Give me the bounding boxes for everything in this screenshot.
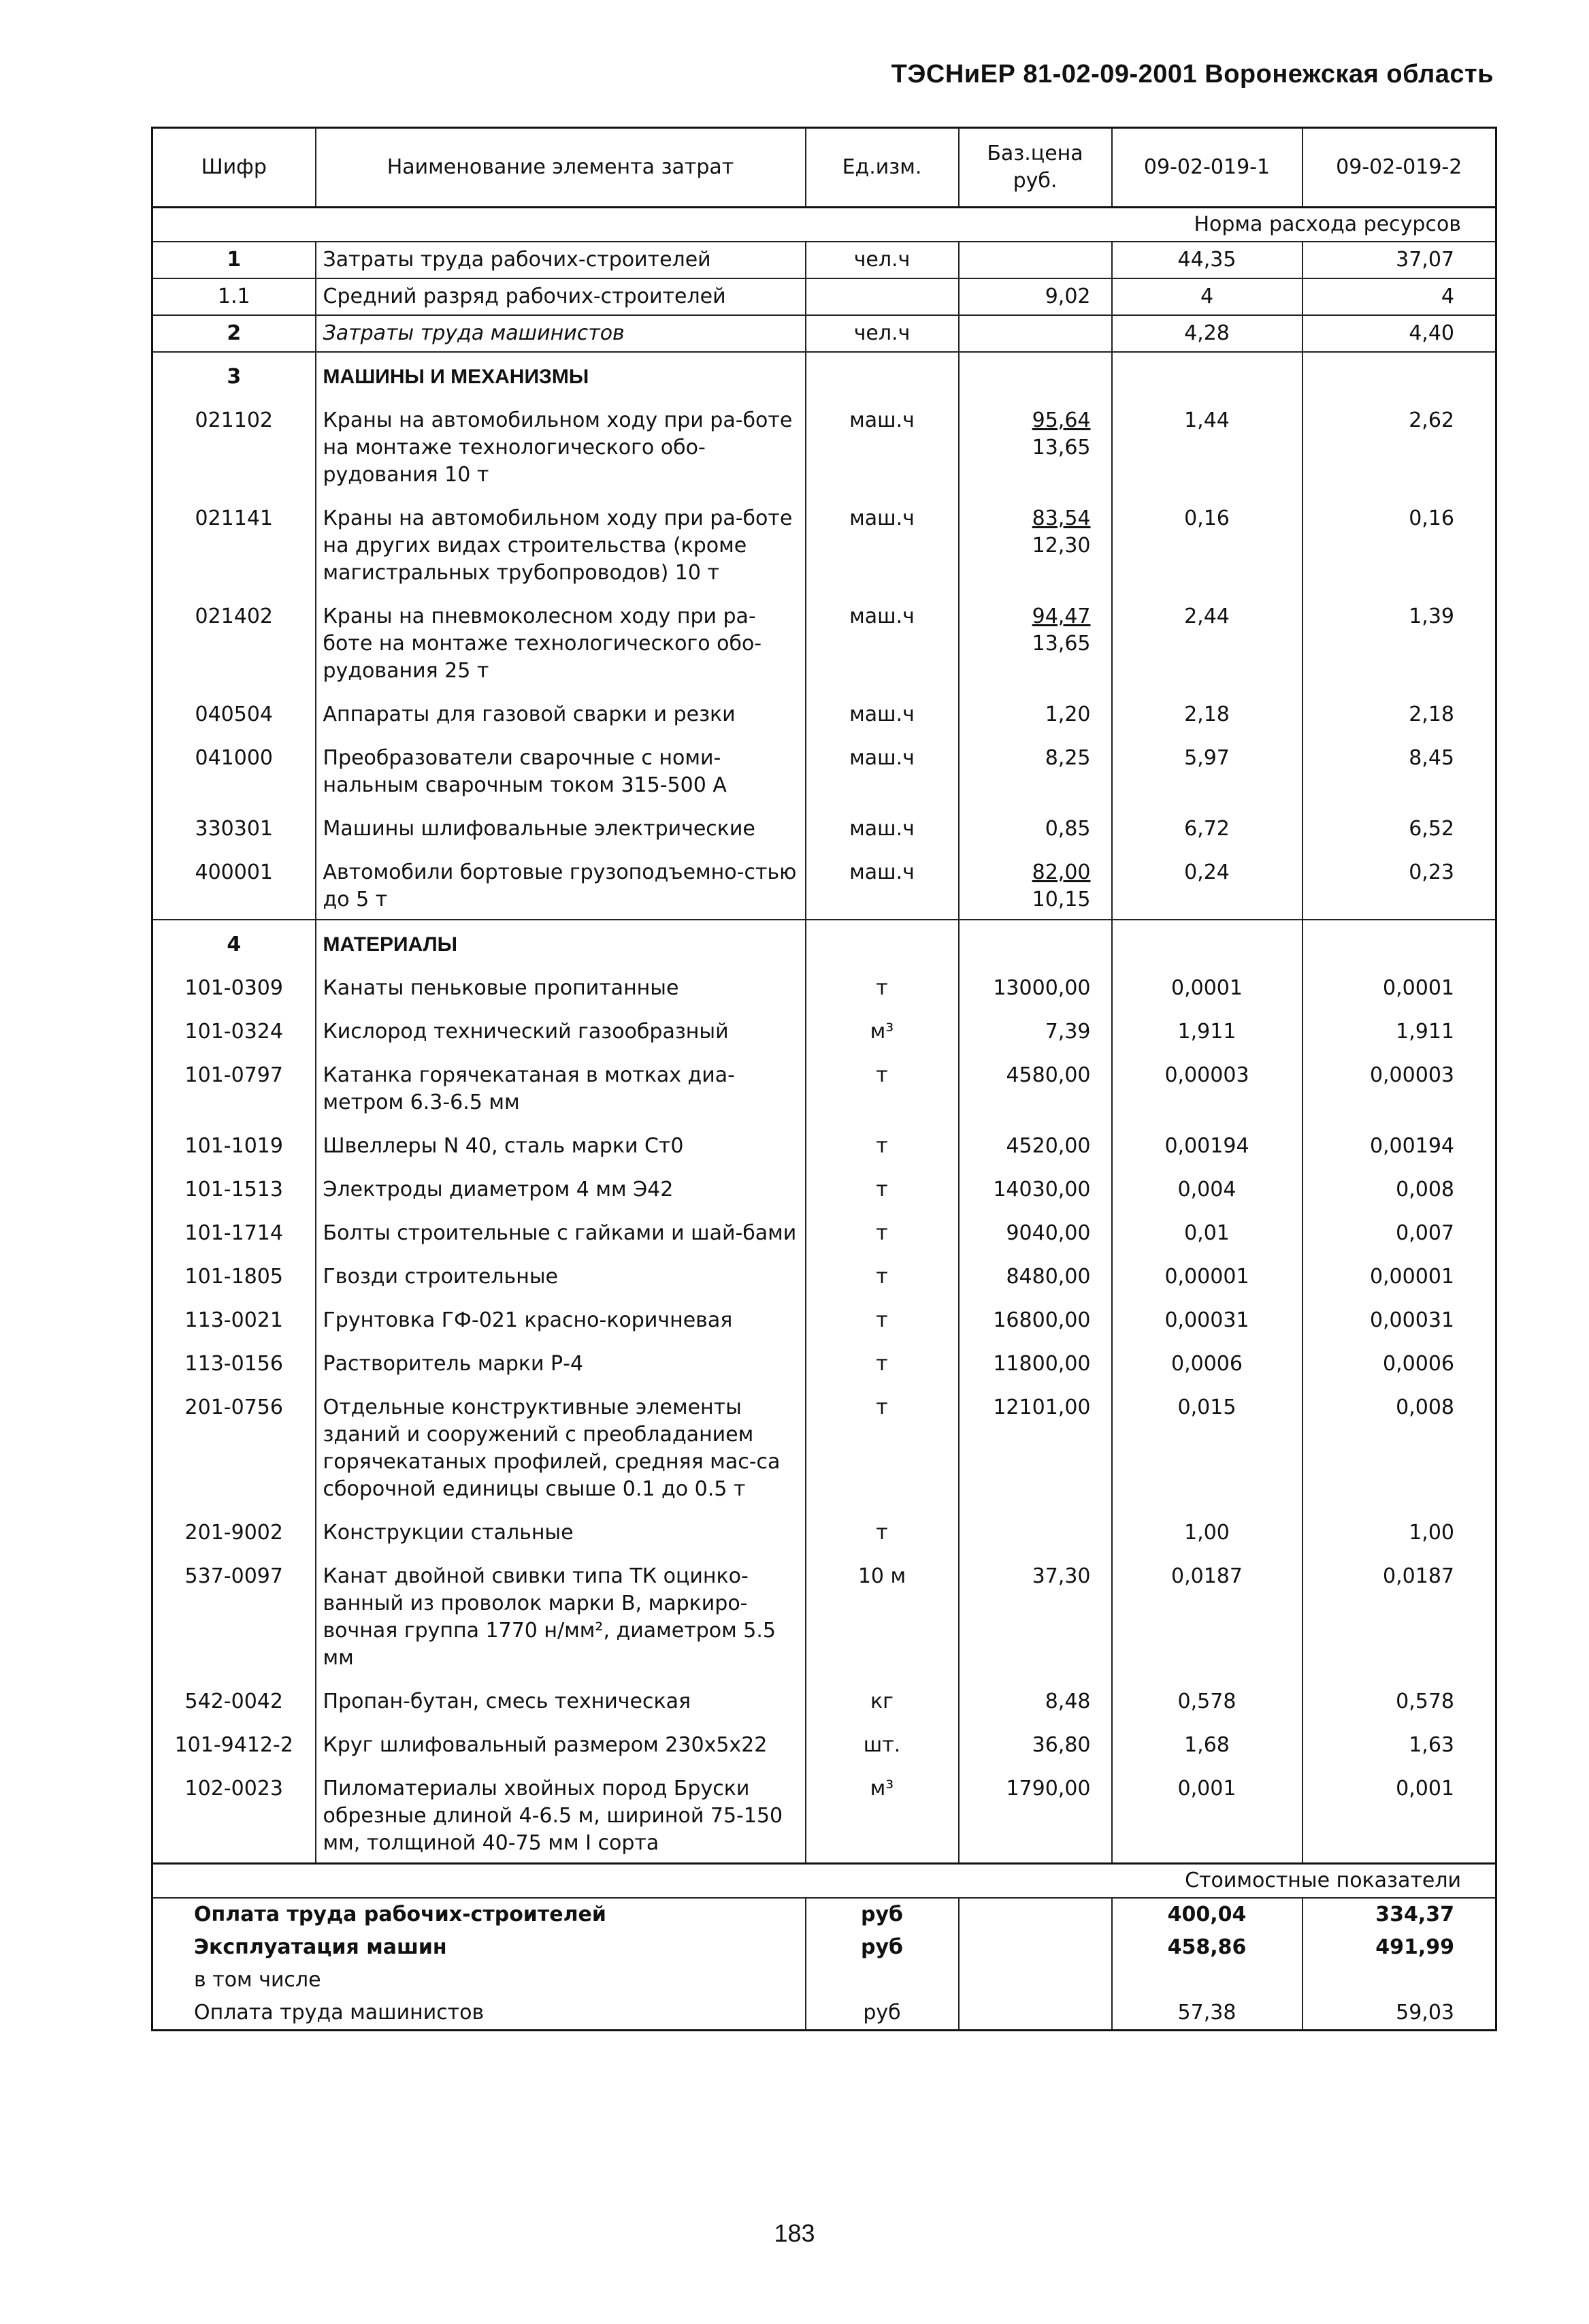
cell-name: Гвозди строительные <box>316 1253 806 1296</box>
machine-row <box>152 396 1496 494</box>
material-row <box>152 1007 1496 1051</box>
cell-code: 113-0156 <box>152 1340 316 1383</box>
cell-code: 021102 <box>152 396 316 494</box>
material-row <box>152 1253 1496 1296</box>
cell-name: Краны на пневмоколесном ходу при ра-боте на монтаже технологического обо-рудования 25 т <box>316 592 806 690</box>
cell-code: 330301 <box>152 805 316 848</box>
machines-group-row <box>152 352 1496 396</box>
cell-unit: т <box>806 964 959 1007</box>
cell-unit: чел.ч <box>806 315 959 352</box>
summary-row <box>152 1898 1496 1931</box>
cell-v2: 0,00194 <box>1303 1122 1496 1165</box>
materials-group-row <box>152 920 1496 964</box>
cell-v1: 4,28 <box>1112 315 1303 352</box>
cell-v1: 0,0187 <box>1112 1552 1303 1677</box>
col-header-price-line2: руб. <box>1013 169 1058 193</box>
cell-name: Растворитель марки Р-4 <box>316 1340 806 1383</box>
cell-name: Затраты труда машинистов <box>316 315 806 352</box>
cell-name: Канат двойной свивки типа ТК оцинко-ванный из проволок марки В, маркиро-вочная группа 1770 н/мм², диаметром 5.5 мм <box>316 1552 806 1677</box>
summary-row <box>152 1997 1496 2031</box>
cell-v2: 1,39 <box>1303 592 1496 690</box>
cell-name: Машины шлифовальные электрические <box>316 805 806 848</box>
cell-price <box>959 734 1112 805</box>
cell-code: 041000 <box>152 734 316 805</box>
norm-band: Норма расхода ресурсов <box>1112 208 1496 242</box>
page-title: ТЭСНиЕР 81-02-09-2001 Воронежская область <box>891 60 1494 88</box>
cell-code: 101-9412-2 <box>152 1721 316 1764</box>
cell-v1: 1,68 <box>1112 1721 1303 1764</box>
cell-price: 1790,00 <box>959 1764 1112 1864</box>
cell-code: 542-0042 <box>152 1677 316 1721</box>
material-row <box>152 1552 1496 1677</box>
cell-price <box>959 494 1112 592</box>
cell-unit: т <box>806 1508 959 1552</box>
cell-code: 113-0021 <box>152 1296 316 1340</box>
cell-unit: маш.ч <box>806 690 959 734</box>
summary-label: в том числе <box>152 1964 806 1997</box>
cell-v2: 1,63 <box>1303 1721 1496 1764</box>
cell-unit: маш.ч <box>806 734 959 805</box>
summary-v1 <box>1112 1964 1303 1997</box>
cell-v1: 1,44 <box>1112 396 1303 494</box>
cell-v1: 2,18 <box>1112 690 1303 734</box>
cell-price: 11800,00 <box>959 1340 1112 1383</box>
cell-code: 101-0324 <box>152 1007 316 1051</box>
cell-name: Катанка горячекатаная в мотках диа-метром 6.3-6.5 мм <box>316 1051 806 1122</box>
cell-price: 9040,00 <box>959 1209 1112 1253</box>
cell-code: 040504 <box>152 690 316 734</box>
empty-cell <box>959 920 1112 964</box>
empty-cell <box>1303 352 1496 396</box>
cell-unit <box>806 278 959 315</box>
cell-code: 537-0097 <box>152 1552 316 1677</box>
machine-row <box>152 805 1496 848</box>
cell-code: 021141 <box>152 494 316 592</box>
band-spacer <box>152 208 1112 242</box>
material-row <box>152 1165 1496 1209</box>
material-row <box>152 1340 1496 1383</box>
machine-row <box>152 848 1496 920</box>
band-spacer <box>152 1864 1112 1899</box>
cell-unit: т <box>806 1165 959 1209</box>
cell-name: Конструкции стальные <box>316 1508 806 1552</box>
cell-v2: 0,00003 <box>1303 1051 1496 1122</box>
cell-unit: чел.ч <box>806 242 959 278</box>
empty-cell <box>806 920 959 964</box>
summary-v1: 400,04 <box>1112 1898 1303 1931</box>
cell-unit: шт. <box>806 1721 959 1764</box>
cell-price: 13000,00 <box>959 964 1112 1007</box>
machine-row <box>152 494 1496 592</box>
summary-v2: 491,99 <box>1303 1931 1496 1964</box>
cell-code: 101-1714 <box>152 1209 316 1253</box>
cell-name: Автомобили бортовые грузоподъемно-стью до 5 т <box>316 848 806 920</box>
col-header-v2: 09-02-019-2 <box>1303 128 1496 208</box>
empty-cell <box>959 352 1112 396</box>
cell-v2: 0,578 <box>1303 1677 1496 1721</box>
cell-code: 101-1513 <box>152 1165 316 1209</box>
cell-price <box>959 690 1112 734</box>
cell-v1: 2,44 <box>1112 592 1303 690</box>
cell-price <box>959 848 1112 920</box>
cell-v1: 44,35 <box>1112 242 1303 278</box>
summary-label: Оплата труда машинистов <box>152 1997 806 2031</box>
summary-v1: 458,86 <box>1112 1931 1303 1964</box>
cell-v2: 6,52 <box>1303 805 1496 848</box>
machine-row <box>152 690 1496 734</box>
cell-price <box>959 805 1112 848</box>
cell-price: 9,02 <box>959 278 1112 315</box>
cell-unit: кг <box>806 1677 959 1721</box>
col-header-name: Наименование элемента затрат <box>316 128 806 208</box>
price-value: 1,20 <box>1045 703 1091 726</box>
cell-v2: 0,0006 <box>1303 1340 1496 1383</box>
cell-unit: т <box>806 1122 959 1165</box>
cell-price <box>959 315 1112 352</box>
price-value: 95,64 <box>1032 408 1091 432</box>
cell-v2: 0,0001 <box>1303 964 1496 1007</box>
price-wage-value: 13,65 <box>1032 436 1091 459</box>
cell-price: 8480,00 <box>959 1253 1112 1296</box>
cell-v2: 4,40 <box>1303 315 1496 352</box>
summary-unit: руб <box>806 1931 959 1964</box>
cell-unit: м³ <box>806 1007 959 1051</box>
cell-unit: т <box>806 1340 959 1383</box>
summary-unit <box>806 1964 959 1997</box>
summary-v2 <box>1303 1964 1496 1997</box>
cell-price <box>959 1508 1112 1552</box>
cell-v1: 0,00003 <box>1112 1051 1303 1122</box>
cell-v1: 6,72 <box>1112 805 1303 848</box>
cell-unit: т <box>806 1209 959 1253</box>
cell-v2: 37,07 <box>1303 242 1496 278</box>
summary-v2: 334,37 <box>1303 1898 1496 1931</box>
cell-v2: 8,45 <box>1303 734 1496 805</box>
cell-code: 021402 <box>152 592 316 690</box>
cell-v1: 0,00194 <box>1112 1122 1303 1165</box>
cell-code: 102-0023 <box>152 1764 316 1864</box>
cell-price: 7,39 <box>959 1007 1112 1051</box>
material-row <box>152 1677 1496 1721</box>
cell-price <box>959 396 1112 494</box>
cell-unit: маш.ч <box>806 848 959 920</box>
cell-name: Швеллеры N 40, сталь марки Ст0 <box>316 1122 806 1165</box>
cell-price: 12101,00 <box>959 1383 1112 1508</box>
cell-v1: 0,16 <box>1112 494 1303 592</box>
col-header-unit: Ед.изм. <box>806 128 959 208</box>
col-header-v1: 09-02-019-1 <box>1112 128 1303 208</box>
cell-code: 101-0309 <box>152 964 316 1007</box>
cell-v1: 0,015 <box>1112 1383 1303 1508</box>
price-value: 8,25 <box>1045 746 1091 770</box>
cell-name: Круг шлифовальный размером 230x5x22 <box>316 1721 806 1764</box>
empty-cell <box>1112 920 1303 964</box>
material-row <box>152 1296 1496 1340</box>
col-header-price-line1: Баз.цена <box>987 142 1083 165</box>
summary-label: Оплата труда рабочих-строителей <box>152 1898 806 1931</box>
table-header-row <box>152 128 1496 208</box>
machine-row <box>152 592 1496 690</box>
price-value: 0,85 <box>1045 817 1091 841</box>
price-value: 82,00 <box>1032 860 1091 884</box>
cell-v2: 4 <box>1303 278 1496 315</box>
material-row <box>152 1721 1496 1764</box>
group-code: 4 <box>152 920 316 964</box>
cell-name: Затраты труда рабочих-строителей <box>316 242 806 278</box>
cell-code: 101-1019 <box>152 1122 316 1165</box>
cell-code: 201-9002 <box>152 1508 316 1552</box>
cost-band: Стоимостные показатели <box>1112 1864 1496 1899</box>
labor-row <box>152 242 1496 278</box>
col-header-code: Шифр <box>152 128 316 208</box>
cell-price: 4580,00 <box>959 1051 1112 1122</box>
cell-v2: 0,00001 <box>1303 1253 1496 1296</box>
cell-v1: 0,578 <box>1112 1677 1303 1721</box>
cell-v1: 0,0001 <box>1112 964 1303 1007</box>
cell-v1: 4 <box>1112 278 1303 315</box>
cell-name: Пропан-бутан, смесь техническая <box>316 1677 806 1721</box>
cell-v1: 0,24 <box>1112 848 1303 920</box>
cell-price: 8,48 <box>959 1677 1112 1721</box>
cell-price: 16800,00 <box>959 1296 1112 1340</box>
cell-name: Пиломатериалы хвойных пород Бруски обрезные длиной 4-6.5 м, шириной 75-150 мм, толщиной 40-75 мм I сорта <box>316 1764 806 1864</box>
summary-v2: 59,03 <box>1303 1997 1496 2031</box>
group-title: МАШИНЫ И МЕХАНИЗМЫ <box>316 352 806 396</box>
cell-v2: 0,16 <box>1303 494 1496 592</box>
empty-cell <box>959 1964 1112 1997</box>
cell-unit: м³ <box>806 1764 959 1864</box>
cell-v2: 0,008 <box>1303 1383 1496 1508</box>
cell-price <box>959 242 1112 278</box>
cell-v1: 5,97 <box>1112 734 1303 805</box>
material-row <box>152 1764 1496 1864</box>
price-value: 83,54 <box>1032 506 1091 530</box>
cell-unit: маш.ч <box>806 396 959 494</box>
empty-cell <box>959 1898 1112 1931</box>
cell-v1: 1,911 <box>1112 1007 1303 1051</box>
cell-v2: 1,911 <box>1303 1007 1496 1051</box>
empty-cell <box>1303 920 1496 964</box>
cell-v1: 0,00031 <box>1112 1296 1303 1340</box>
norm-band-row <box>152 208 1496 242</box>
summary-label: Эксплуатация машин <box>152 1931 806 1964</box>
cell-price: 4520,00 <box>959 1122 1112 1165</box>
machine-row <box>152 734 1496 805</box>
cell-name: Электроды диаметром 4 мм Э42 <box>316 1165 806 1209</box>
empty-cell <box>959 1931 1112 1964</box>
group-title: МАТЕРИАЛЫ <box>316 920 806 964</box>
resource-table <box>151 127 1497 2031</box>
cell-v1: 0,00001 <box>1112 1253 1303 1296</box>
labor-row <box>152 315 1496 352</box>
cell-v1: 0,001 <box>1112 1764 1303 1864</box>
cell-code: 1.1 <box>152 278 316 315</box>
cell-name: Аппараты для газовой сварки и резки <box>316 690 806 734</box>
cell-unit: 10 м <box>806 1552 959 1677</box>
material-row <box>152 1383 1496 1508</box>
cell-v1: 0,004 <box>1112 1165 1303 1209</box>
page-number: 183 <box>774 2219 815 2247</box>
cell-v2: 0,23 <box>1303 848 1496 920</box>
cell-v2: 0,001 <box>1303 1764 1496 1864</box>
cell-name: Преобразователи сварочные с номи-нальным сварочным током 315-500 А <box>316 734 806 805</box>
cell-unit: маш.ч <box>806 592 959 690</box>
price-wage-value: 10,15 <box>1032 888 1091 911</box>
cell-v2: 0,00031 <box>1303 1296 1496 1340</box>
cell-v2: 2,62 <box>1303 396 1496 494</box>
cell-name: Краны на автомобильном ходу при ра-боте на монтаже технологического обо-рудования 10 т <box>316 396 806 494</box>
cell-v1: 1,00 <box>1112 1508 1303 1552</box>
cell-v2: 1,00 <box>1303 1508 1496 1552</box>
summary-row <box>152 1964 1496 1997</box>
cost-band-row <box>152 1864 1496 1899</box>
cell-price: 14030,00 <box>959 1165 1112 1209</box>
cell-name: Кислород технический газообразный <box>316 1007 806 1051</box>
empty-cell <box>1112 352 1303 396</box>
cell-code: 400001 <box>152 848 316 920</box>
cell-v2: 0,008 <box>1303 1165 1496 1209</box>
cell-v1: 0,0006 <box>1112 1340 1303 1383</box>
cell-code: 1 <box>152 242 316 278</box>
cell-code: 101-0797 <box>152 1051 316 1122</box>
labor-row <box>152 278 1496 315</box>
cell-v1: 0,01 <box>1112 1209 1303 1253</box>
material-row <box>152 1051 1496 1122</box>
cell-name: Средний разряд рабочих-строителей <box>316 278 806 315</box>
cell-code: 201-0756 <box>152 1383 316 1508</box>
cell-v2: 0,0187 <box>1303 1552 1496 1677</box>
price-value: 94,47 <box>1032 604 1091 628</box>
summary-row <box>152 1931 1496 1964</box>
cell-name: Отдельные конструктивные элементы зданий и сооружений с преобладанием горячекатаных профилей, средняя мас-са сборочной единицы свыше 0.1 до 0.5 т <box>316 1383 806 1508</box>
price-wage-value: 12,30 <box>1032 534 1091 558</box>
cell-price: 36,80 <box>959 1721 1112 1764</box>
cell-price: 37,30 <box>959 1552 1112 1677</box>
summary-v1: 57,38 <box>1112 1997 1303 2031</box>
cell-price <box>959 592 1112 690</box>
cell-unit: маш.ч <box>806 494 959 592</box>
material-row <box>152 1209 1496 1253</box>
material-row <box>152 1122 1496 1165</box>
cell-unit: т <box>806 1051 959 1122</box>
price-wage-value: 13,65 <box>1032 632 1091 656</box>
cell-v2: 0,007 <box>1303 1209 1496 1253</box>
col-header-price <box>959 128 1112 208</box>
cell-name: Канаты пеньковые пропитанные <box>316 964 806 1007</box>
group-code: 3 <box>152 352 316 396</box>
cell-name: Грунтовка ГФ-021 красно-коричневая <box>316 1296 806 1340</box>
cell-code: 101-1805 <box>152 1253 316 1296</box>
cell-unit: маш.ч <box>806 805 959 848</box>
cell-code: 2 <box>152 315 316 352</box>
empty-cell <box>959 1997 1112 2031</box>
material-row <box>152 1508 1496 1552</box>
material-row <box>152 964 1496 1007</box>
cell-name: Краны на автомобильном ходу при ра-боте на других видах строительства (кроме магистральных трубопроводов) 10 т <box>316 494 806 592</box>
cell-unit: т <box>806 1296 959 1340</box>
summary-unit: руб <box>806 1997 959 2031</box>
cell-v2: 2,18 <box>1303 690 1496 734</box>
summary-unit: руб <box>806 1898 959 1931</box>
cell-unit: т <box>806 1253 959 1296</box>
cell-name: Болты строительные с гайками и шай-бами <box>316 1209 806 1253</box>
empty-cell <box>806 352 959 396</box>
cell-unit: т <box>806 1383 959 1508</box>
